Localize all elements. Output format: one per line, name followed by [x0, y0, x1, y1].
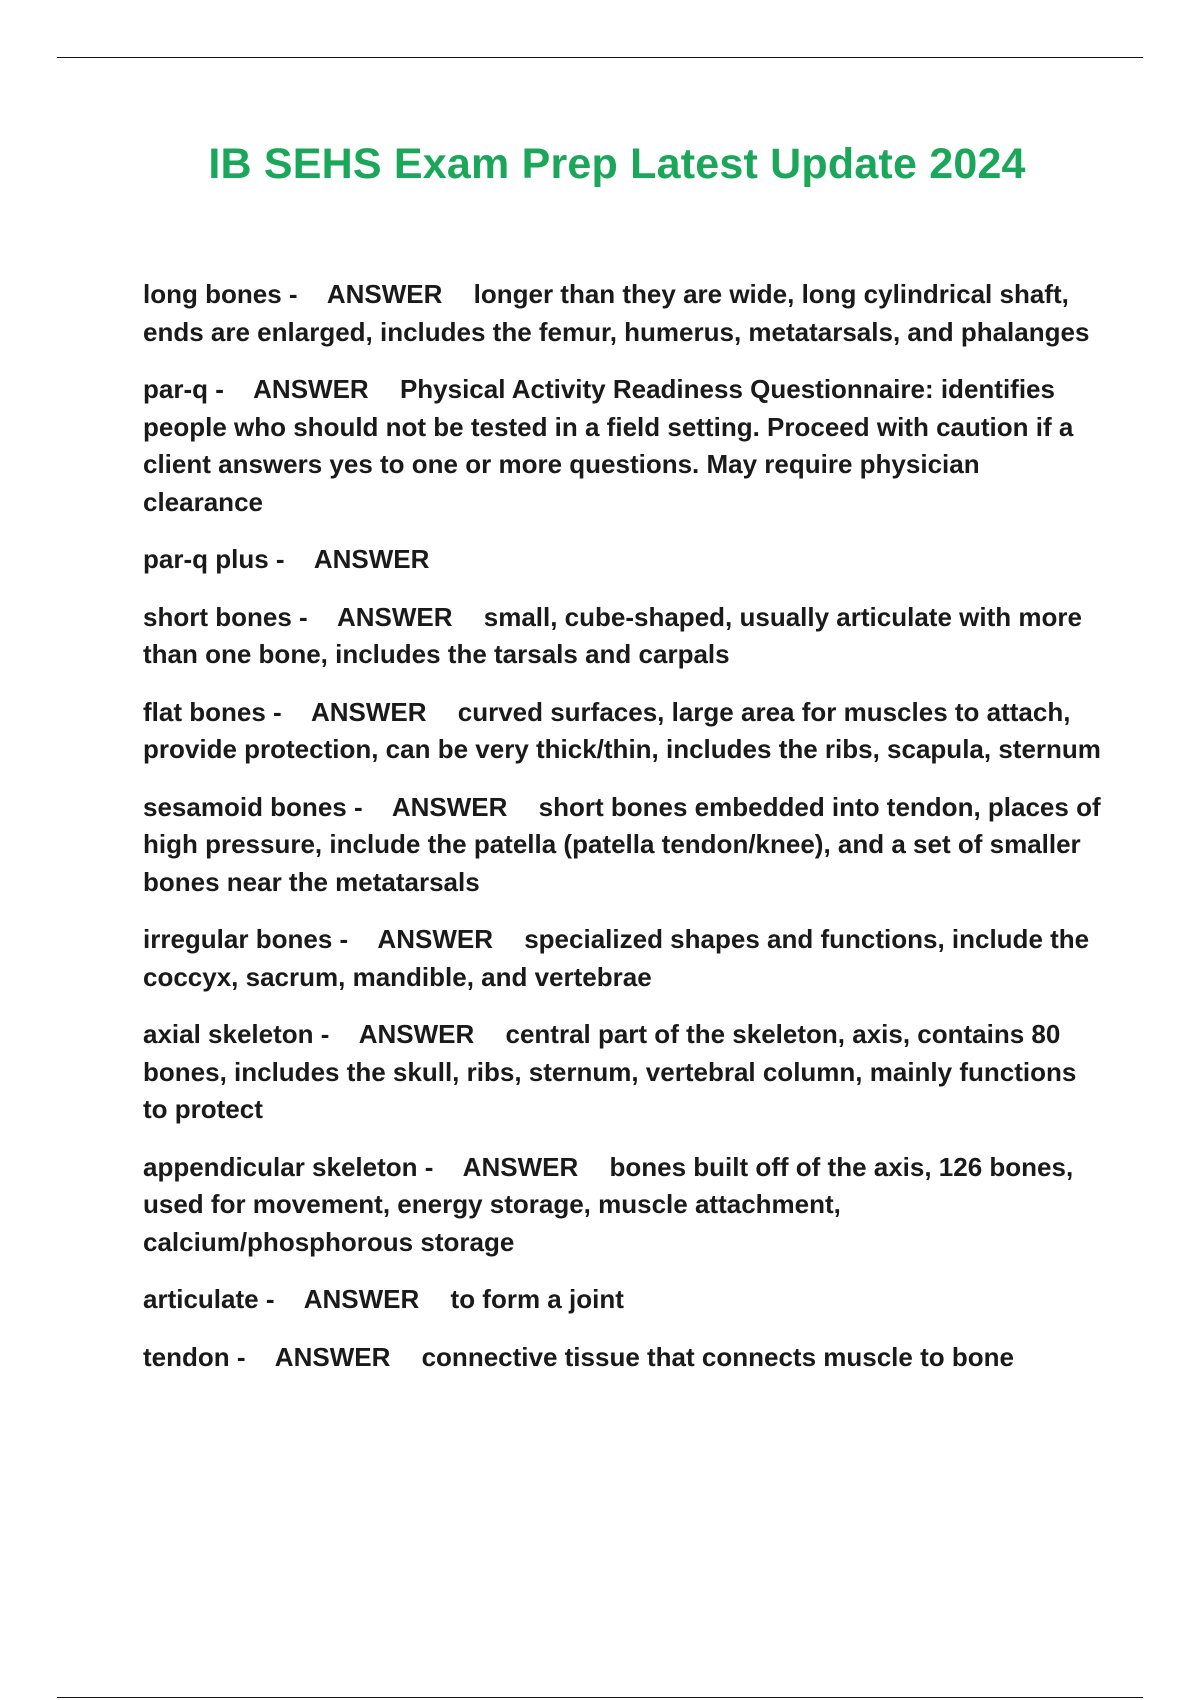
entry-separator: - [275, 544, 285, 574]
entry-separator: - [424, 1151, 434, 1182]
entry-separator: - [320, 1019, 330, 1049]
entry-definition: curved surfaces, large area for muscles to attach, provide protection, can be very thick/thin, includes the ribs, scapula, sternum [143, 696, 1101, 764]
entry-term: appendicular skeleton [143, 1151, 418, 1182]
answer-label: ANSWER [391, 791, 508, 822]
entry-definition: short bones embedded into tendon, places of high pressure, include the patella (patella tendon/knee), and a set of smaller bones near the metatarsals [143, 791, 1101, 897]
answer-label: ANSWER [310, 696, 427, 727]
entry-term: articulate [143, 1284, 259, 1314]
answer-label: ANSWER [303, 1284, 420, 1314]
entry-separator: - [299, 601, 308, 632]
entry-definition: longer than they are wide, long cylindrical shaft, ends are enlarged, includes the femur, humerus, metatarsals, and phalanges [143, 279, 1090, 347]
list-item [143, 541, 1103, 579]
entry-definition: bones built off of the axis, 126 bones, used for movement, energy storage, muscle attachment, calcium/phosphorous storage [143, 1151, 1074, 1257]
entry-definition: small, cube-shaped, usually articulate with more than one bone, includes the tarsals and carpals [143, 601, 1082, 669]
entry-definition: connective tissue that connects muscle to bone [421, 1341, 1014, 1372]
list-item [143, 371, 1103, 521]
document-title: IB SEHS Exam Prep Latest Update 2024 [208, 140, 1026, 188]
entry-term: axial skeleton [143, 1019, 314, 1049]
list-item [143, 921, 1103, 996]
entry-term: long bones [143, 279, 282, 309]
entry-separator: - [273, 696, 282, 727]
entry-separator: - [215, 374, 224, 404]
list-item [143, 1149, 1103, 1262]
list-item [143, 599, 1103, 674]
entry-separator: - [353, 791, 363, 822]
answer-label: ANSWER [462, 1151, 579, 1182]
entry-separator: - [236, 1341, 246, 1372]
entry-term: short bones [143, 601, 292, 632]
top-rule [57, 57, 1143, 58]
list-item [143, 1281, 1103, 1319]
flashcard-list [143, 276, 1103, 1396]
answer-label: ANSWER [274, 1341, 391, 1372]
entry-term: tendon [143, 1341, 230, 1372]
entry-definition: Physical Activity Readiness Questionnaire: identifies people who should not be tested in a field setting. Proceed with caution if a client answers yes to one or more questions. May require physician clearance [143, 374, 1074, 517]
list-item [143, 1016, 1103, 1129]
entry-term: par-q plus [143, 544, 269, 574]
answer-label: ANSWER [336, 601, 453, 632]
answer-label: ANSWER [358, 1019, 475, 1049]
answer-label: ANSWER [253, 374, 369, 404]
entry-term: flat bones [143, 696, 266, 727]
list-item [143, 276, 1103, 351]
answer-label: ANSWER [313, 544, 430, 574]
entry-term: irregular bones [143, 924, 333, 954]
entry-term: par-q [143, 374, 208, 404]
entry-term: sesamoid bones [143, 791, 347, 822]
answer-label: ANSWER [377, 924, 493, 954]
entry-separator: - [265, 1284, 275, 1314]
entry-definition: to form a joint [450, 1284, 624, 1314]
entry-definition: specialized shapes and functions, include the coccyx, sacrum, mandible, and vertebrae [143, 924, 1090, 992]
entry-separator: - [288, 279, 298, 309]
list-item [143, 789, 1103, 902]
bottom-rule [57, 1697, 1143, 1698]
entry-definition: central part of the skeleton, axis, contains 80 bones, includes the skull, ribs, sternum, vertebral column, mainly functions to protect [143, 1019, 1077, 1124]
answer-label: ANSWER [326, 279, 443, 309]
list-item [143, 694, 1103, 769]
list-item [143, 1339, 1103, 1377]
entry-separator: - [339, 924, 349, 954]
